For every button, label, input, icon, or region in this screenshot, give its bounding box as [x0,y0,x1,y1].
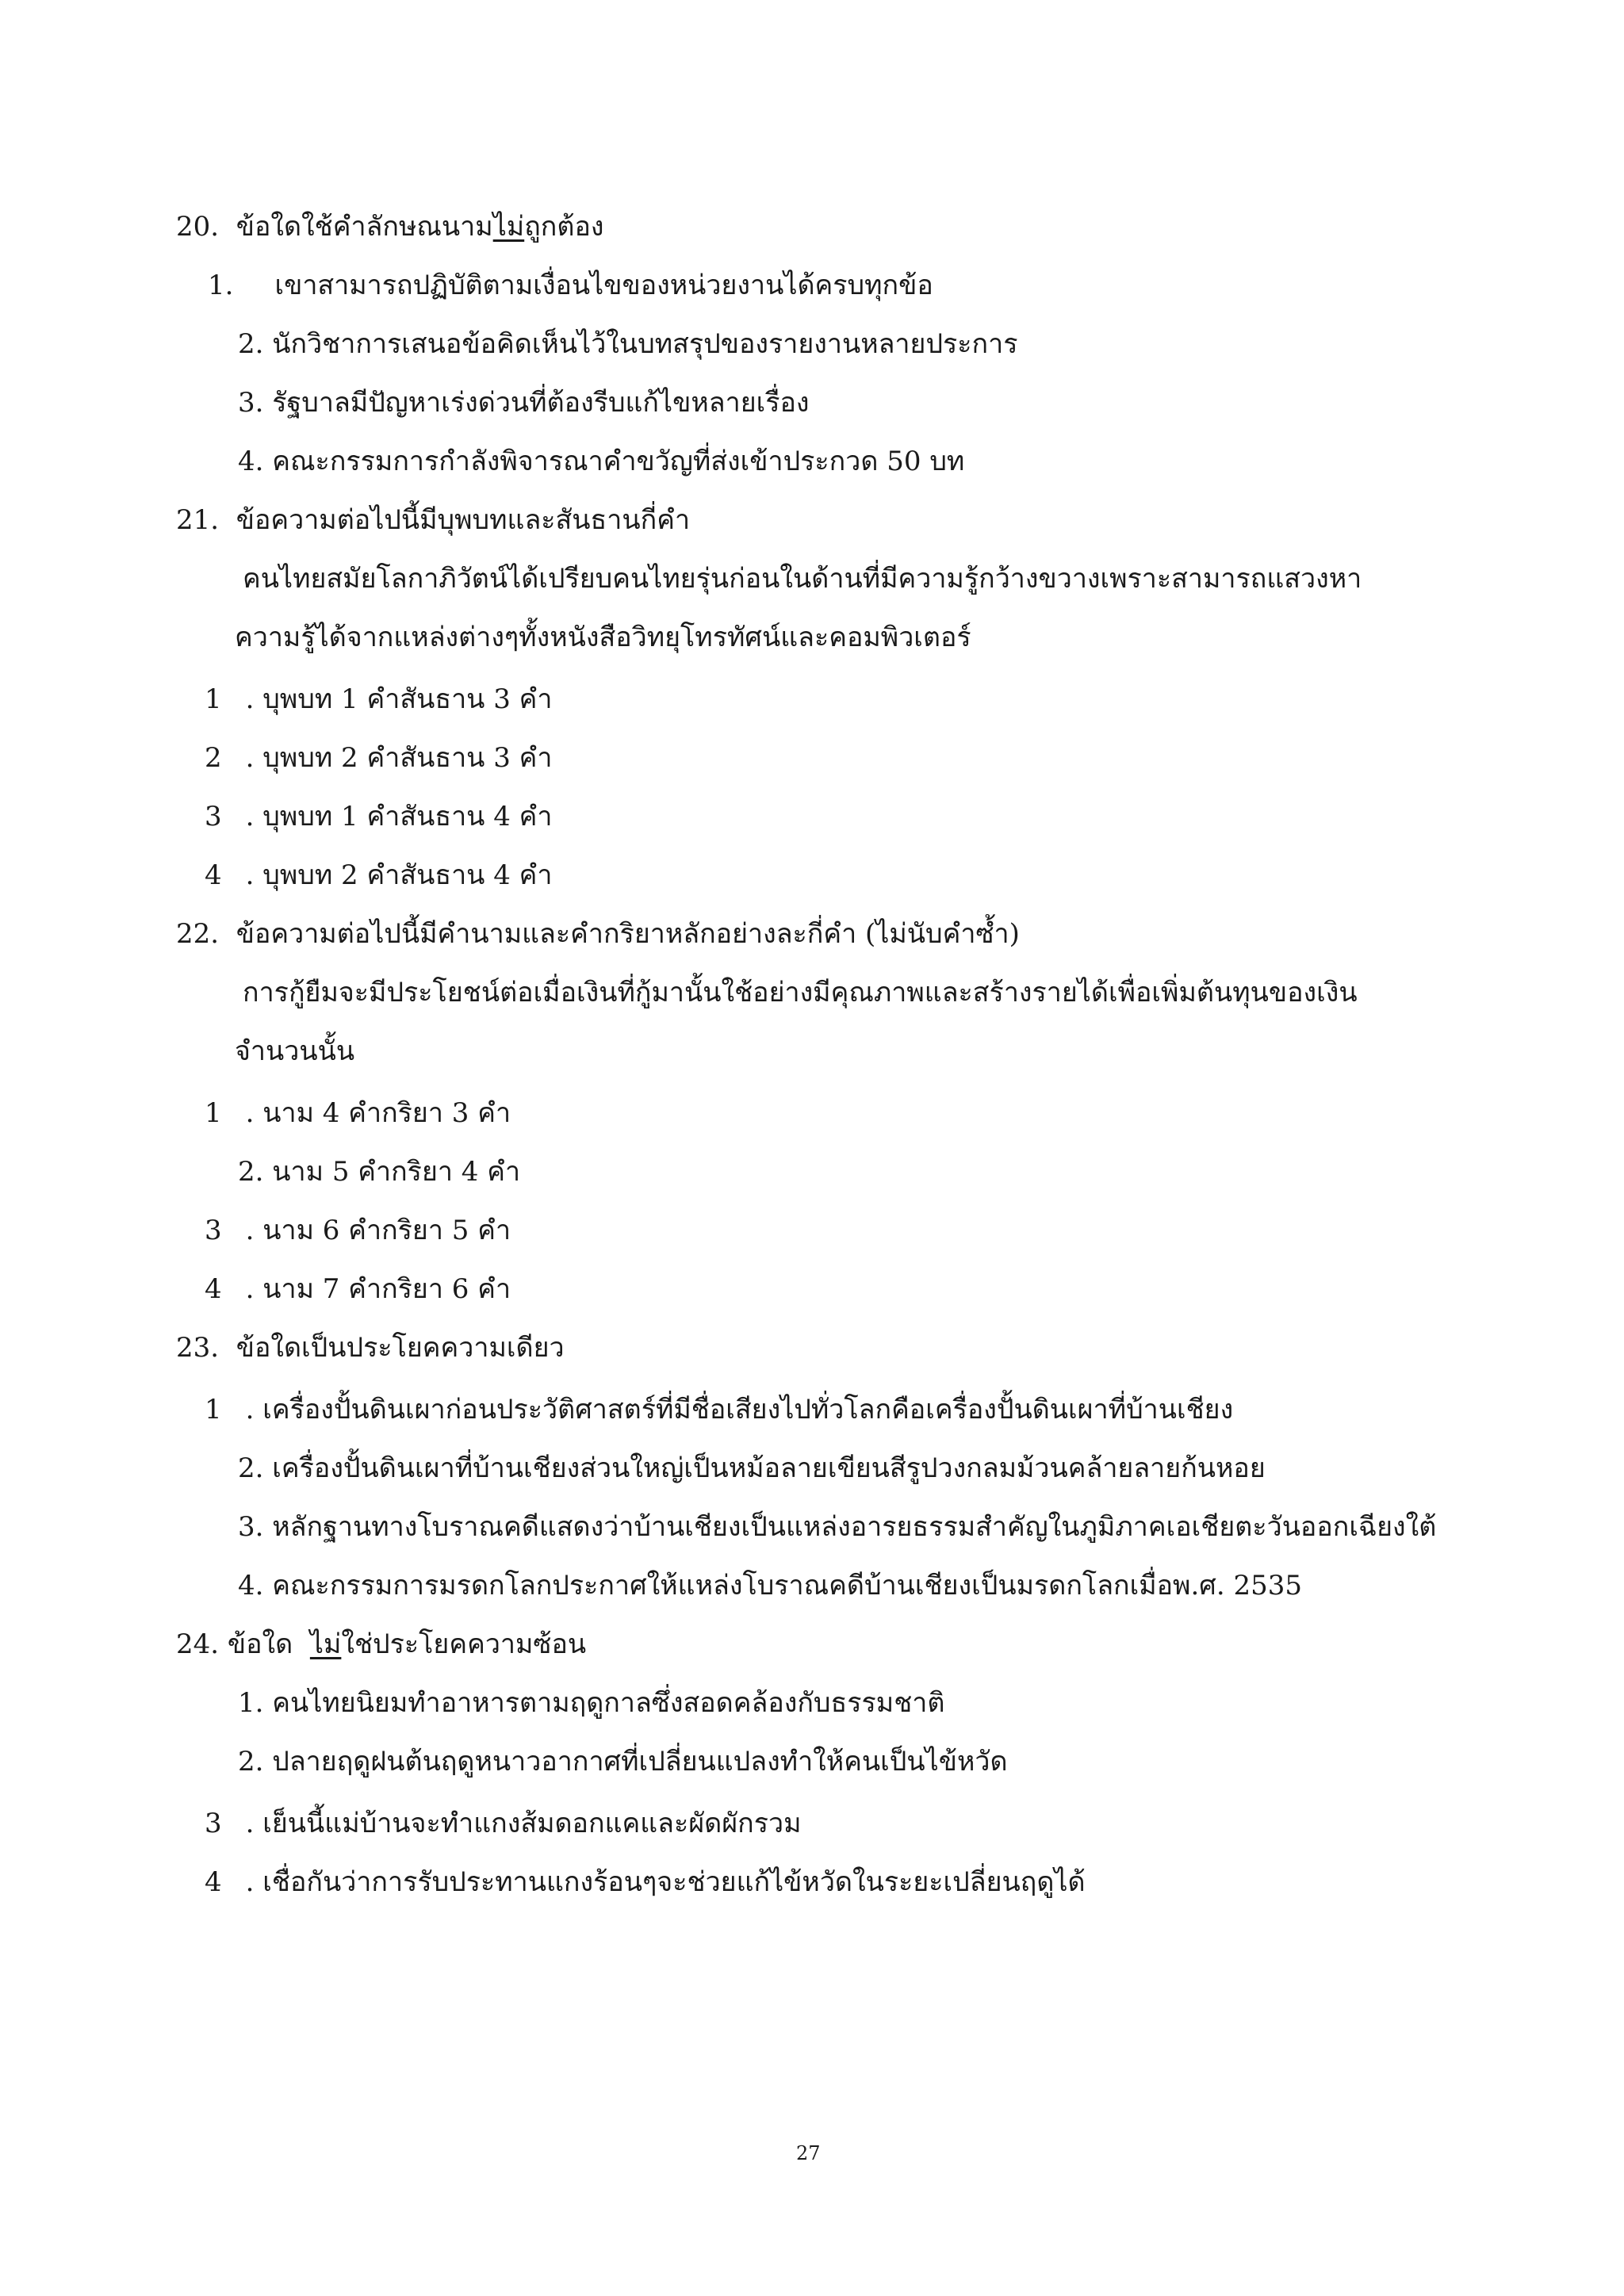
question-23-choice-2[interactable]: 2. เครื่องปั้นดินเผาที่บ้านเชียงส่วนใหญ่เป็นหม้อลายเขียนสีรูปวงกลมม้วนคล้ายลายก้นหอย [238,1452,1266,1484]
question-20-choice-3[interactable]: 3. รัฐบาลมีปัญหาเร่งด่วนที่ต้องรีบแก้ไขหลายเรื่อง [238,387,810,419]
question-20-stem: 20. ข้อใดใช้คำลักษณนามไม่ถูกต้อง [176,211,604,243]
question-21-choice-2[interactable]: 2 . บุพบท 2 คำสันธาน 3 คำ [205,742,553,774]
page-number: 27 [796,2142,821,2164]
question-21-choice-1[interactable]: 1 . บุพบท 1 คำสันธาน 3 คำ [205,683,553,715]
question-20-choice-4[interactable]: 4. คณะกรรมการกำลังพิจารณาคำขวัญที่ส่งเข้าประกวด 50 บท [238,446,965,477]
question-22-choice-2[interactable]: 2. นาม 5 คำกริยา 4 คำ [238,1156,521,1188]
question-24-stem: 24. ข้อใด ไม่ใช่ประโยคความซ้อน [176,1628,587,1660]
question-22-passage-line-2: จำนวนนั้น [235,1035,355,1067]
question-22-stem: 22. ข้อความต่อไปนี้มีคำนามและคำกริยาหลักอย่างละกี่คำ (ไม่นับคำซ้ำ) [176,918,1020,950]
question-24-choice-4[interactable]: 4 . เชื่อกันว่าการรับประทานแกงร้อนๆจะช่วยแก้ไข้หวัดในระยะเปลี่ยนฤดูได้ [205,1866,1086,1898]
question-21-choice-3[interactable]: 3 . บุพบท 1 คำสันธาน 4 คำ [205,801,553,832]
question-21-passage-line-1: คนไทยสมัยโลกาภิวัตน์ได้เปรียบคนไทยรุ่นก่อนในด้านที่มีความรู้กว้างขวางเพราะสามารถแสวงหา [243,563,1362,595]
question-22-choice-1[interactable]: 1 . นาม 4 คำกริยา 3 คำ [205,1097,511,1129]
question-22-choice-4[interactable]: 4 . นาม 7 คำกริยา 6 คำ [205,1273,511,1305]
question-22-passage-line-1: การกู้ยืมจะมีประโยชน์ต่อเมื่อเงินที่กู้มานั้นใช้อย่างมีคุณภาพและสร้างรายได้เพื่อเพิ่มต้นทุนของเงิน [243,977,1358,1008]
question-20-choice-1[interactable]: 1. เขาสามารถปฏิบัติตามเงื่อนไขของหน่วยงานได้ครบทุกข้อ [208,270,933,301]
question-21-passage-line-2: ความรู้ได้จากแหล่งต่างๆทั้งหนังสือวิทยุโทรทัศน์และคอมพิวเตอร์ [235,622,971,653]
question-23-choice-1[interactable]: 1 . เครื่องปั้นดินเผาก่อนประวัติศาสตร์ที่มีชื่อเสียงไปทั่วโลกคือเครื่องปั้นดินเผาที่บ้านเชียง [205,1394,1234,1425]
question-23-choice-3[interactable]: 3. หลักฐานทางโบราณคดีแสดงว่าบ้านเชียงเป็นแหล่งอารยธรรมสำคัญในภูมิภาคเอเชียตะวันออกเฉียงใต้ [238,1511,1437,1543]
question-23-choice-4[interactable]: 4. คณะกรรมการมรดกโลกประกาศให้แหล่งโบราณคดีบ้านเชียงเป็นมรดกโลกเมื่อพ.ศ. 2535 [238,1570,1303,1601]
question-24-choice-3[interactable]: 3 . เย็นนี้แม่บ้านจะทำแกงส้มดอกแคและผัดผักรวม [205,1808,802,1839]
question-20-choice-2[interactable]: 2. นักวิชาการเสนอข้อคิดเห็นไว้ในบทสรุปของรายงานหลายประการ [238,328,1018,360]
question-24-choice-1[interactable]: 1. คนไทยนิยมทำอาหารตามฤดูกาลซึ่งสอดคล้องกับธรรมชาติ [238,1687,945,1719]
question-22-choice-3[interactable]: 3 . นาม 6 คำกริยา 5 คำ [205,1215,511,1246]
question-21-stem: 21. ข้อความต่อไปนี้มีบุพบทและสันธานกี่คำ [176,504,691,536]
question-23-stem: 23. ข้อใดเป็นประโยคความเดียว [176,1332,565,1364]
question-24-choice-2[interactable]: 2. ปลายฤดูฝนต้นฤดูหนาวอากาศที่เปลี่ยนแปลงทำให้คนเป็นไข้หวัด [238,1746,1008,1777]
question-21-choice-4[interactable]: 4 . บุพบท 2 คำสันธาน 4 คำ [205,859,553,891]
